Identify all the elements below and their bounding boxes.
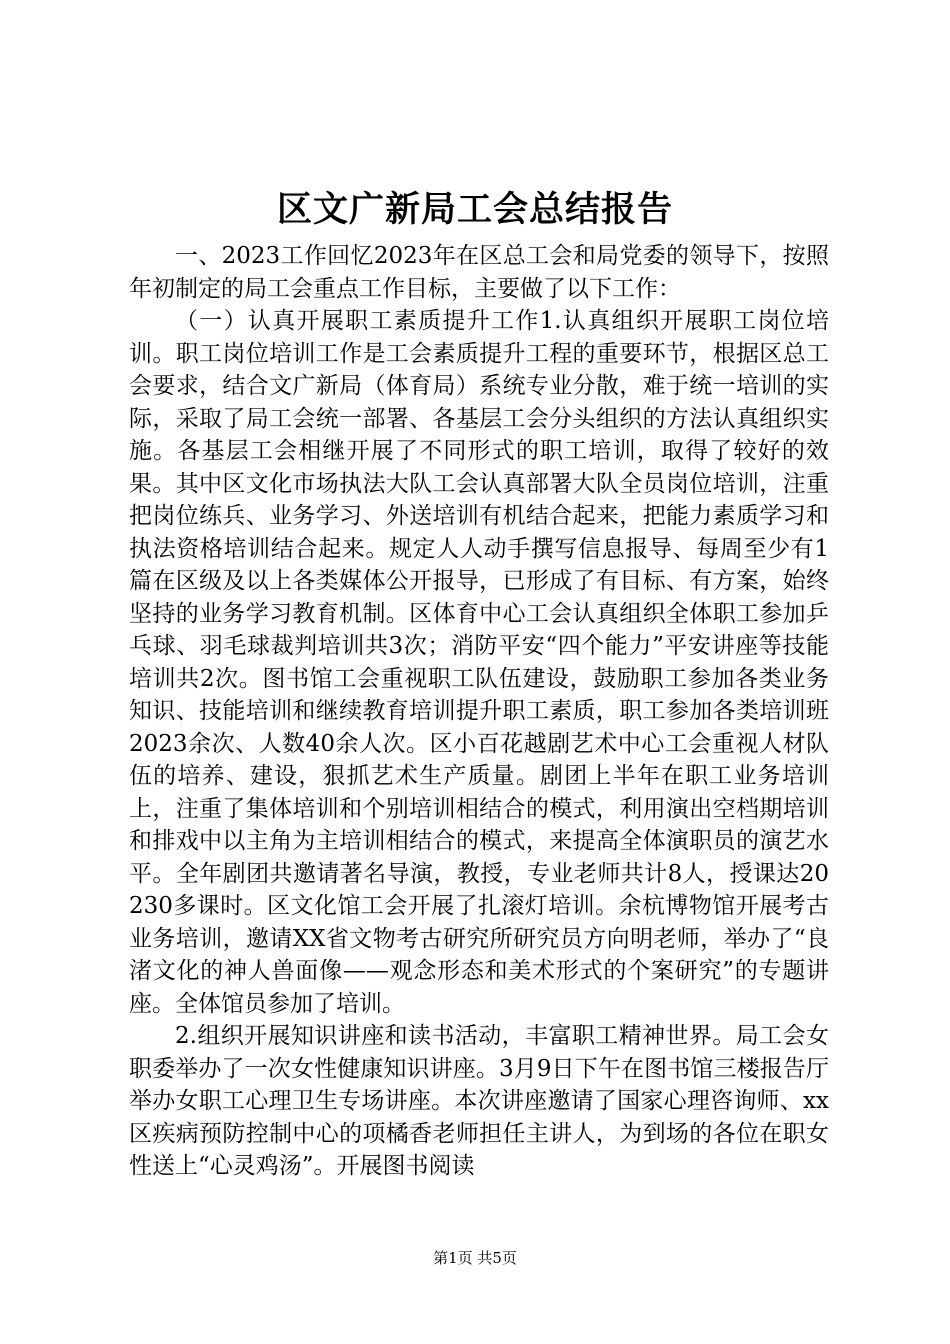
paragraph-training: （一）认真开展职工素质提升工作1.认真组织开展职工岗位培训。职工岗位培训工作是工会素质提升工程的重要环节，根据区总工会要求，结合文广新局（体育局）系统专业分散，难于统一培训的实际，采取了局工会统一部署、各基层工会分头组织的方法认真组织实施。各基层工会相继开展了不同形式的职工培训，取得了较好的效果。其中区文化市场执法大队工会认真部署大队全员岗位培训，注重把岗位练兵、业务学习、外送培训有机结合起来，把能力素质学习和执法资格培训结合起来。规定人人动手撰写信息报导、每周至少有1篇在区级及以上各类媒体公开报导，已形成了有目标、有方案，始终坚持的业务学习教育机制。区体育中心工会认真组织全体职工参加乒乓球、羽毛球裁判培训共3次；消防平安“四个能力”平安讲座等技能培训共2次。图书馆工会重视职工队伍建设，鼓励职工参加各类业务知识、技能培训和继续教育培训提升职工素质，职工参加各类培训班2023余次、人数40余人次。区小百花越剧艺术中心工会重视人材队伍的培养、建设，狠抓艺术生产质量。剧团上半年在职工业务培训上，注重了集体培训和个别培训相结合的模式，利用演出空档期培训和排戏中以主角为主培训相结合的模式，来提高全体演职员的演艺水平。全年剧团共邀请著名导演，教授，专业老师共计8人，授课达20230多课时。区文化馆工会开展了扎滚灯培训。余杭博物馆开展考古业务培训，邀请XX省文物考古研究所研究员方向明老师，举办了“良渚文化的神人兽面像——观念形态和美术形式的个案研究”的专题讲座。全体馆员参加了培训。 xyxy=(129,308,829,1017)
paragraph-intro: 一、2023工作回忆2023年在区总工会和局党委的领导下，按照年初制定的局工会重点工作目标，主要做了以下工作： xyxy=(129,243,829,302)
page-number-footer: 第1页 共5页 xyxy=(433,1249,517,1267)
paragraph-lectures: 2.组织开展知识讲座和读书活动，丰富职工精神世界。局工会女职委举办了一次女性健康知识讲座。3月9日下午在图书馆三楼报告厅举办女职工心理卫生专场讲座。本次讲座邀请了国家心理咨询师、xx区疾病预防控制中心的项橘香老师担任主讲人，为到场的各位在职女性送上“心灵鸡汤”。开展图书阅读 xyxy=(129,1023,829,1179)
document-title: 区文广新局工会总结报告 xyxy=(276,189,673,230)
document-body xyxy=(129,240,829,1183)
